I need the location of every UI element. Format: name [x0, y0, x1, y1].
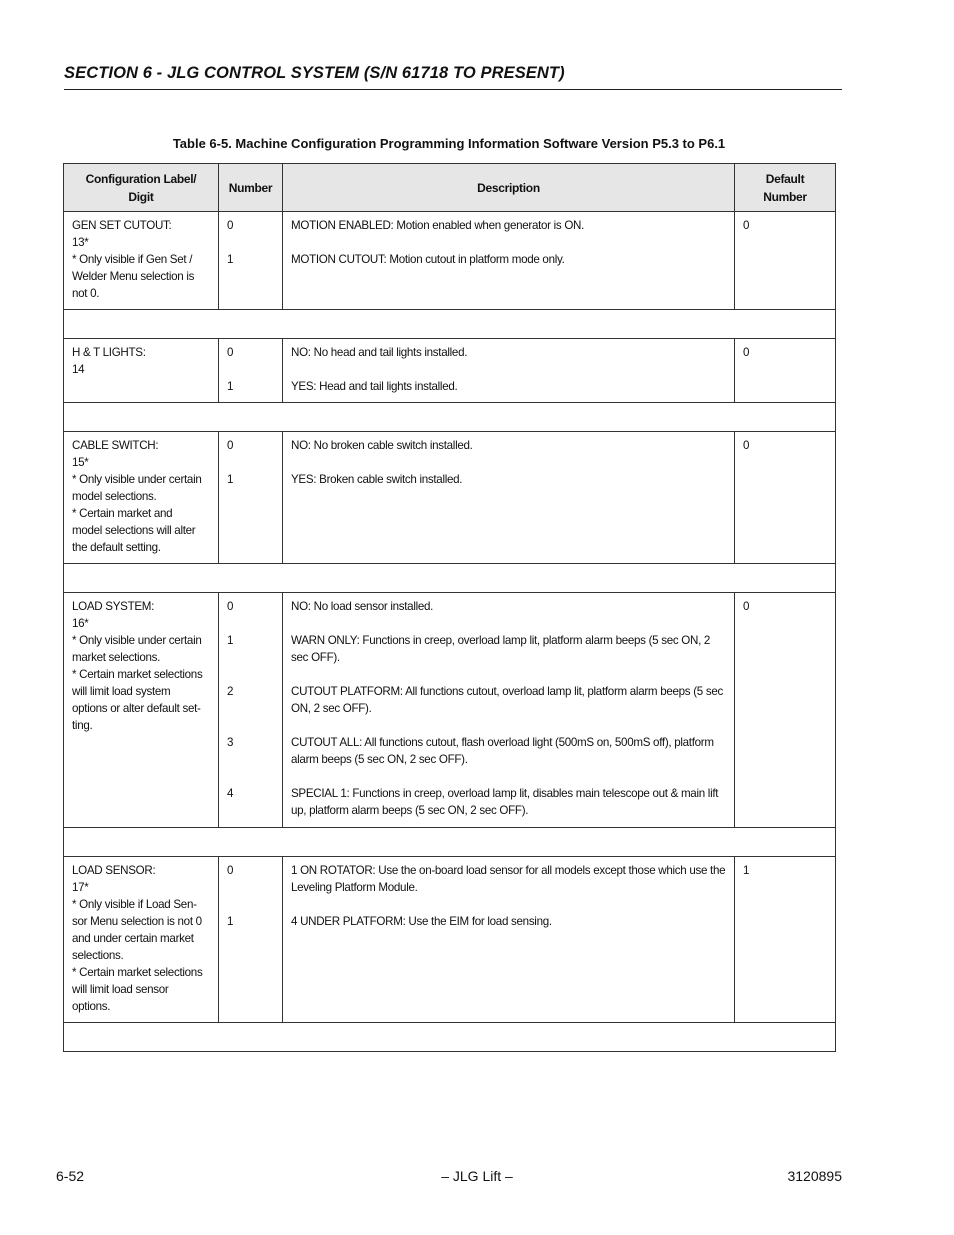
option-number: 0	[227, 439, 234, 452]
table-row	[64, 857, 836, 1023]
option-number: 0	[227, 600, 234, 613]
table-row	[64, 593, 836, 828]
option-number: 0	[227, 346, 234, 359]
option-number: 0	[227, 864, 234, 877]
option-number: 4	[227, 787, 234, 800]
page-number: 6-52	[56, 1168, 85, 1184]
number-cell	[219, 857, 283, 1023]
table-row	[64, 432, 836, 564]
description-cell	[283, 432, 735, 564]
spacer-row	[64, 828, 836, 857]
option-description: SPECIAL 1: Functions in creep, overload lamp lit, disables main telescope out & main lift up, platform alarm beeps (5 sec ON, 2 sec OFF).	[291, 787, 719, 817]
option-description: YES: Head and tail lights installed.	[291, 380, 458, 393]
config-label: GEN SET CUTOUT: 13* * Only visible if Gen Set / Welder Menu selection is not 0.	[64, 212, 219, 310]
option-description: YES: Broken cable switch installed.	[291, 473, 463, 486]
spacer-row	[64, 564, 836, 593]
description-cell	[283, 857, 735, 1023]
table-header-row	[64, 164, 836, 212]
config-label: LOAD SENSOR: 17* * Only visible if Load Sen- sor Menu selection is not 0 and under certain market selections. * Certain market selections will limit load sensor options.	[64, 857, 219, 1023]
default-number: 0	[735, 432, 836, 564]
spacer-cell	[64, 403, 836, 432]
number-cell	[219, 212, 283, 310]
section-header: SECTION 6 - JLG CONTROL SYSTEM (S/N 61718 TO PRESENT)	[64, 64, 842, 90]
option-number: 1	[227, 915, 234, 928]
footer-brand: – JLG Lift –	[441, 1168, 513, 1184]
spacer-row	[64, 1023, 836, 1052]
description-cell	[283, 339, 735, 403]
description-cell	[283, 212, 735, 310]
spacer-row	[64, 310, 836, 339]
table-row	[64, 212, 836, 310]
default-number: 0	[735, 339, 836, 403]
column-header: Default Number	[735, 164, 836, 212]
number-cell	[219, 593, 283, 828]
option-number: 2	[227, 685, 234, 698]
option-description: CUTOUT PLATFORM: All functions cutout, overload lamp lit, platform alarm beeps (5 sec ON, 2 sec OFF).	[291, 685, 723, 715]
column-header: Configuration Label/ Digit	[64, 164, 219, 212]
option-number: 1	[227, 473, 234, 486]
default-number: 0	[735, 593, 836, 828]
config-label: CABLE SWITCH: 15* * Only visible under certain model selections. * Certain market and model selections will alter the default setting.	[64, 432, 219, 564]
config-label: H & T LIGHTS: 14	[64, 339, 219, 403]
description-cell	[283, 593, 735, 828]
config-label: LOAD SYSTEM: 16* * Only visible under certain market selections. * Certain market selections will limit load system options or alter default set- ting.	[64, 593, 219, 828]
column-header: Number	[219, 164, 283, 212]
default-number: 1	[735, 857, 836, 1023]
default-number: 0	[735, 212, 836, 310]
option-description: NO: No broken cable switch installed.	[291, 439, 473, 452]
table-row	[64, 339, 836, 403]
spacer-cell	[64, 1023, 836, 1052]
number-cell	[219, 432, 283, 564]
option-description: MOTION ENABLED: Motion enabled when generator is ON.	[291, 219, 585, 232]
option-description: CUTOUT ALL: All functions cutout, flash overload light (500mS on, 500mS off), platform alarm beeps (5 sec ON, 2 sec OFF).	[291, 736, 714, 766]
spacer-cell	[64, 564, 836, 593]
option-number: 0	[227, 219, 234, 232]
table-body	[64, 212, 836, 1052]
option-number: 1	[227, 634, 234, 647]
option-description: NO: No head and tail lights installed.	[291, 346, 468, 359]
table-title: Table 6-5. Machine Configuration Programming Information Software Version P5.3 to P6.1	[172, 136, 726, 151]
option-description: WARN ONLY: Functions in creep, overload lamp lit, platform alarm beeps (5 sec ON, 2 sec OFF).	[291, 634, 711, 664]
option-description: MOTION CUTOUT: Motion cutout in platform mode only.	[291, 253, 565, 266]
option-number: 1	[227, 253, 234, 266]
option-number: 1	[227, 380, 234, 393]
option-description: 4 UNDER PLATFORM: Use the EIM for load sensing.	[291, 915, 552, 928]
option-description: 1 ON ROTATOR: Use the on-board load sensor for all models except those which use the Leveling Platform Module.	[291, 864, 726, 894]
option-description: NO: No load sensor installed.	[291, 600, 434, 613]
spacer-cell	[64, 310, 836, 339]
number-cell	[219, 339, 283, 403]
configuration-table	[63, 163, 836, 1052]
document-number: 3120895	[787, 1168, 842, 1184]
spacer-cell	[64, 828, 836, 857]
column-header: Description	[283, 164, 735, 212]
spacer-row	[64, 403, 836, 432]
option-number: 3	[227, 736, 234, 749]
